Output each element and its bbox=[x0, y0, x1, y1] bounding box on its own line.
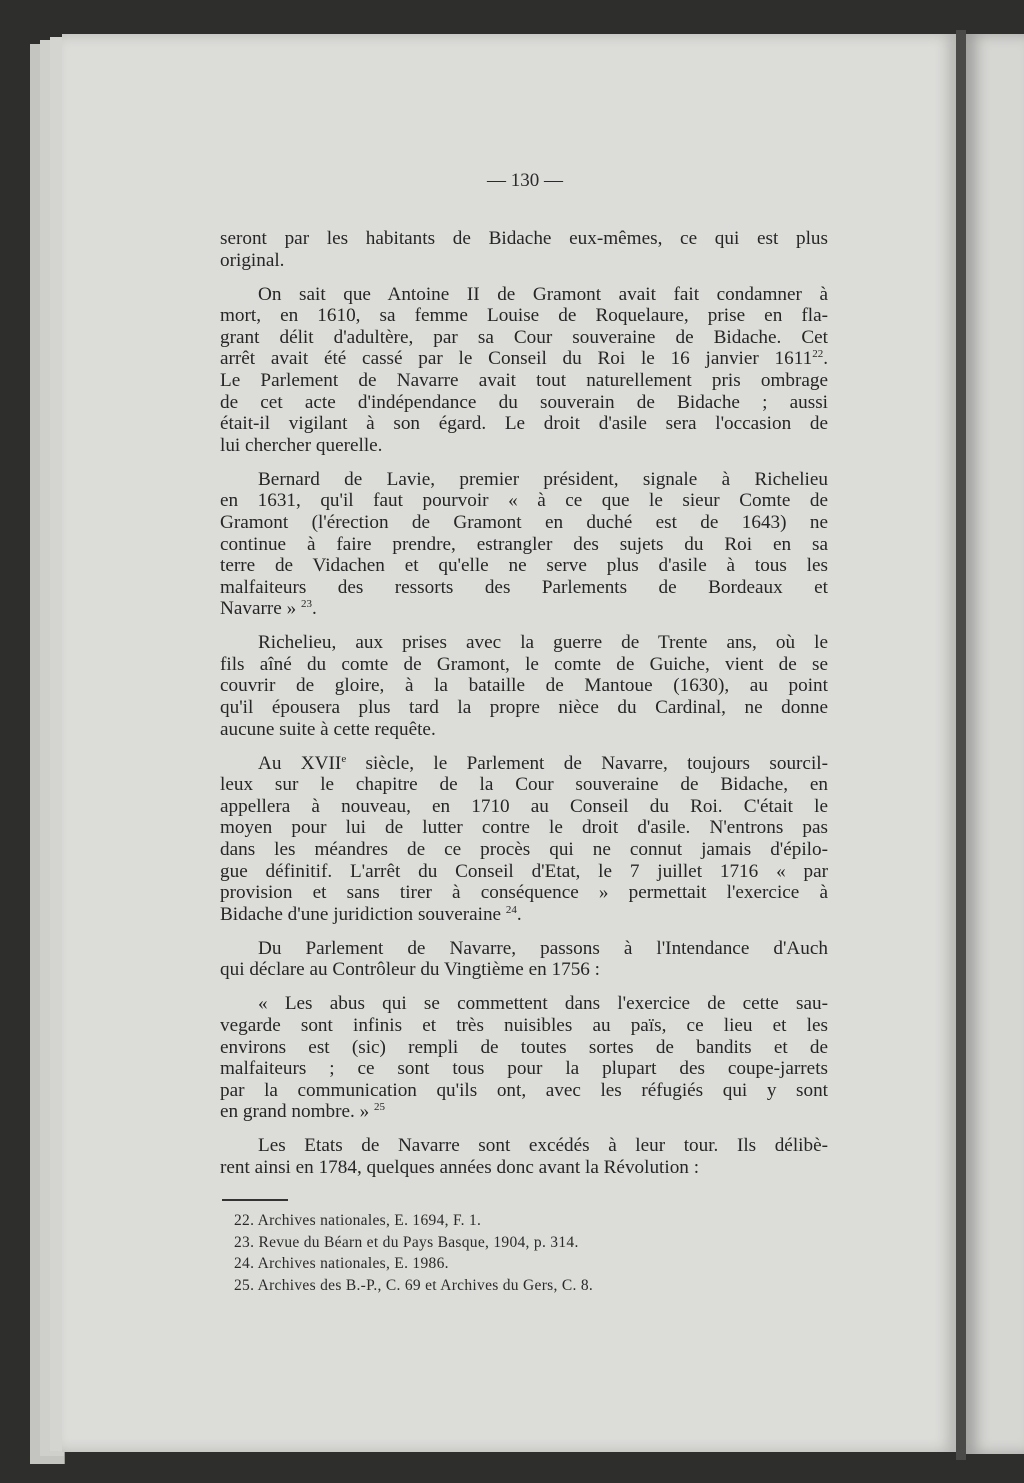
text-line bbox=[220, 512, 828, 534]
line-text: environs est (sic) rempli de toutes sortes de bandits et de bbox=[220, 1036, 828, 1058]
text-line bbox=[220, 817, 828, 839]
text-line bbox=[220, 1015, 828, 1037]
line-text: Gramont (l'érection de Gramont en duché est de 1643) ne bbox=[220, 511, 828, 533]
text-line bbox=[220, 392, 828, 414]
line-text: Navarre » bbox=[220, 598, 301, 620]
line-text: Au XVII bbox=[258, 752, 342, 774]
footnotes bbox=[234, 1210, 593, 1296]
text-line bbox=[220, 370, 828, 392]
line-text: continue à faire prendre, estrangler des sujets du Roi en sa bbox=[220, 533, 828, 555]
line-text: en 1631, qu'il faut pourvoir « à ce que le sieur Comte de bbox=[220, 490, 828, 512]
paragraph bbox=[220, 993, 828, 1123]
line-text: Bidache d'une juridiction souveraine bbox=[220, 903, 506, 925]
footnote: 22. Archives nationales, E. 1694, F. 1. bbox=[234, 1212, 482, 1229]
line-text: provision et sans tirer à conséquence » permettait l'exercice à bbox=[220, 882, 828, 904]
line-text: terre de Vidachen et qu'elle ne serve plus d'asile à tous les bbox=[220, 555, 828, 577]
line-text: aucune suite à cette requête. bbox=[220, 718, 436, 740]
text-line bbox=[220, 1135, 828, 1157]
line-text: Bernard de Lavie, premier président, signale à Richelieu bbox=[258, 468, 828, 490]
text-line bbox=[220, 796, 828, 818]
line-text: vegarde sont infinis et très nuisibles au païs, ce lieu et les bbox=[220, 1014, 828, 1036]
text-line bbox=[220, 534, 828, 556]
line-text: Les Etats de Navarre sont excédés à leur tour. Ils délibè- bbox=[258, 1135, 828, 1157]
text-line bbox=[220, 250, 828, 272]
line-text: gue définitif. L'arrêt du Conseil d'Etat, le 7 juillet 1716 « par bbox=[220, 860, 828, 882]
line-text: fils aîné du comte de Gramont, le comte de Guiche, vient de se bbox=[220, 653, 828, 675]
footnote-reference: 22 bbox=[812, 348, 824, 361]
text-line bbox=[220, 228, 828, 250]
text-line bbox=[220, 413, 828, 435]
line-text: original. bbox=[220, 249, 285, 271]
line-text: Le Parlement de Navarre avait tout naturellement pris ombrage bbox=[220, 369, 828, 391]
text-line bbox=[220, 697, 828, 719]
text-line bbox=[220, 993, 828, 1015]
line-text: par la communication qu'ils ont, avec les réfugiés qui y sont bbox=[220, 1079, 828, 1101]
text-line bbox=[220, 882, 828, 904]
text-line bbox=[220, 1101, 828, 1123]
text-line bbox=[220, 861, 828, 883]
paragraph bbox=[220, 284, 828, 457]
text-line bbox=[220, 490, 828, 512]
line-text: rent ainsi en 1784, quelques années donc avant la Révolution : bbox=[220, 1156, 700, 1178]
paragraph bbox=[220, 469, 828, 620]
text-line bbox=[220, 959, 828, 981]
footnote: 24. Archives nationales, E. 1986. bbox=[234, 1255, 449, 1273]
footnote: 25. Archives des B.-P., C. 69 et Archives du Gers, C. 8. bbox=[234, 1276, 594, 1294]
text-line bbox=[220, 598, 828, 620]
line-text: seront par les habitants de Bidache eux-mêmes, ce qui est plus bbox=[220, 228, 828, 249]
page-number: — 130 — bbox=[487, 170, 563, 191]
line-text: qu'il épousera plus tard la propre nièce du Cardinal, ne donne bbox=[220, 697, 828, 719]
text-line bbox=[220, 327, 828, 349]
text-line bbox=[220, 284, 828, 306]
line-text: dans les méandres de ce procès qui ne connut jamais d'épilo- bbox=[220, 839, 828, 860]
line-text: arrêt avait été cassé par le Conseil du Roi le 16 janvier 1611 bbox=[220, 348, 813, 370]
footnote-reference: 24 bbox=[505, 903, 517, 916]
text-line bbox=[220, 839, 828, 861]
text-line bbox=[220, 305, 828, 327]
line-text: siècle, le Parlement de Navarre, toujours sourcil- bbox=[346, 752, 828, 774]
text-line bbox=[220, 1037, 828, 1059]
paragraph bbox=[220, 753, 828, 926]
line-text: mort, en 1610, sa femme Louise de Roquelaure, prise en fla- bbox=[220, 305, 828, 327]
line-text: malfaiteurs des ressorts des Parlements de Bordeaux et bbox=[220, 576, 828, 598]
line-text: moyen pour lui de lutter contre le droit d'asile. N'entrons pas bbox=[220, 817, 828, 839]
footnote: 23. Revue du Béarn et du Pays Basque, 1904, p. 314. bbox=[234, 1233, 579, 1251]
line-text: couvrir de gloire, à la bataille de Mantoue (1630), au point bbox=[220, 675, 828, 697]
book-gutter bbox=[956, 30, 966, 1460]
text-line bbox=[220, 435, 828, 457]
paragraph bbox=[220, 1135, 828, 1178]
line-text: leux sur le chapitre de la Cour souveraine de Bidache, en bbox=[220, 774, 828, 796]
line-text: . bbox=[311, 598, 317, 620]
footnote-reference: 23 bbox=[300, 598, 312, 611]
line-text: était-il vigilant à son égard. Le droit d'asile sera l'occasion de bbox=[220, 413, 828, 435]
line-text: de cet acte d'indépendance du souverain de Bidache ; aussi bbox=[220, 391, 828, 413]
line-text: lui chercher querelle. bbox=[220, 434, 383, 456]
text-line bbox=[220, 774, 828, 796]
text-line bbox=[220, 348, 828, 370]
footnote-reference: 25 bbox=[374, 1101, 385, 1114]
footnote-reference: e bbox=[341, 752, 347, 765]
text-line bbox=[220, 938, 828, 960]
line-text: On sait que Antoine II de Gramont avait fait condamner à bbox=[258, 283, 828, 305]
text-line bbox=[220, 1157, 828, 1179]
line-text: . bbox=[516, 903, 522, 925]
text-line bbox=[220, 1058, 828, 1080]
line-text: Du Parlement de Navarre, passons à l'Intendance d'Auch bbox=[258, 937, 828, 959]
body-text bbox=[220, 228, 828, 1191]
line-text: appellera à nouveau, en 1710 au Conseil du Roi. C'était le bbox=[220, 795, 828, 817]
text-line bbox=[220, 719, 828, 741]
text-line bbox=[220, 675, 828, 697]
line-text: . bbox=[823, 348, 828, 370]
line-text: qui déclare au Contrôleur du Vingtième en 1756 : bbox=[220, 959, 601, 981]
text-line bbox=[220, 1080, 828, 1102]
paragraph bbox=[220, 632, 828, 740]
text-line bbox=[220, 577, 828, 599]
text-line bbox=[220, 753, 828, 775]
facing-page bbox=[966, 34, 1024, 1454]
text-line bbox=[220, 904, 828, 926]
footnote-separator bbox=[222, 1199, 288, 1201]
line-text: « Les abus qui se commettent dans l'exercice de cette sau- bbox=[258, 993, 828, 1015]
paragraph bbox=[220, 938, 828, 981]
text-line bbox=[220, 632, 828, 654]
text-line bbox=[220, 469, 828, 491]
line-text: en grand nombre. » bbox=[220, 1101, 374, 1123]
line-text: Richelieu, aux prises avec la guerre de Trente ans, où le bbox=[258, 632, 828, 654]
paragraph bbox=[220, 228, 828, 271]
text-line bbox=[220, 555, 828, 577]
line-text: malfaiteurs ; ce sont tous pour la plupart des coupe-jarrets bbox=[220, 1058, 828, 1080]
text-line bbox=[220, 654, 828, 676]
line-text: grant délit d'adultère, par sa Cour souveraine de Bidache. Cet bbox=[220, 326, 828, 348]
